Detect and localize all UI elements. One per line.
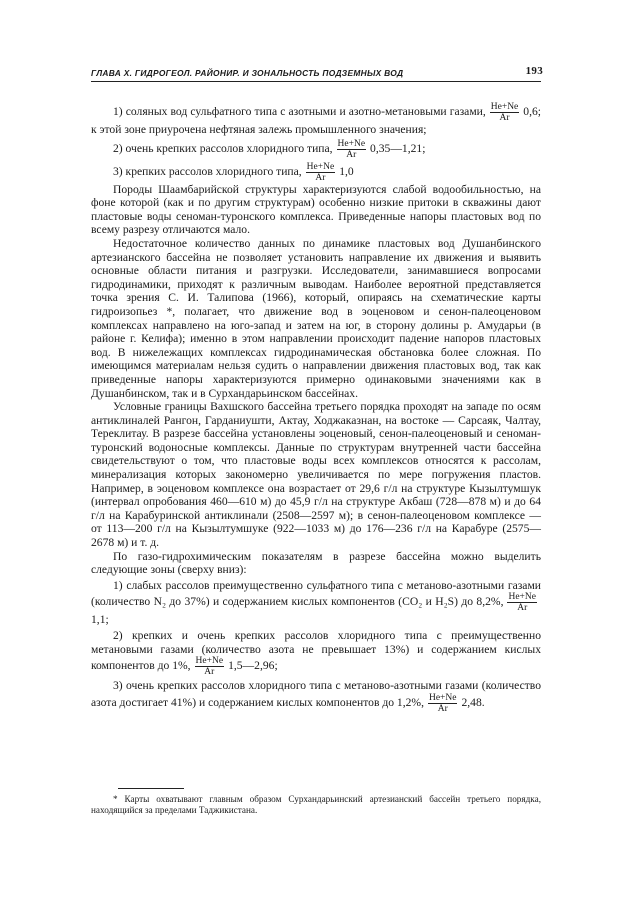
paragraph-2: Недостаточное количество данных по динамике пластовых вод Душанбинского артезианского бассейна не позволяет установить направление их движения и выявить основные области питания и разгрузки. Исследователи, занимавшиеся вопросами гидродинамики, приходят к различным выводам. Наиболее вероятной представляется точка зрения С. И. Талипова (1966), который, опираясь на схематические карты гидроизопьез *, полагает, что движение вод в эоценовом и сенон-палеоценовом комплексах направлено на юго-запад и затем на юг, в сторону долины р. Амударьи (в районе г. Келифа); именно в этом направлении происходит падение напоров пластовых вод. В нижележащих комплексах гидродинамическая обстановка более сложная. По имеющимся материалам нельзя судить о направлении движения пластовых вод, так как приведенные напоры характеризуются примерно одинаковыми значениями как в Душанбинском, так и в Сурхандарьинском бассейнах. <box>91 236 541 400</box>
page-number: 193 <box>525 65 543 77</box>
gas-ratio-fraction: $\frac{He+Ne}{Ar}$ <box>195 656 224 678</box>
gas-ratio-fraction: $\frac{He+Ne}{Ar}$ <box>306 161 335 183</box>
paragraph-4: По газо-гидрохимическим показателям в разрезе бассейна можно выделить следующие зоны (сверху вниз): <box>91 549 541 577</box>
zone-b2: 2) крепких и очень крепких рассолов хлоридного типа с преимущественно метановыми газами (количество азота не превышает 13%) и содержанием кислых компонентов до 1%, $\frac{He+Ne}{Ar}$ 1,5—2,96; <box>91 629 541 678</box>
zone-a3: 3) крепких рассолов хлоридного типа, $\frac{He+Ne}{Ar}$ 1,0 <box>113 161 354 183</box>
gas-ratio-fraction: $\frac{He+Ne}{Ar}$ <box>428 692 457 714</box>
gas-ratio-fraction: $\frac{He+Ne}{Ar}$ <box>490 102 519 123</box>
zone-a2: 2) очень крепких рассолов хлоридного типа, $\frac{He+Ne}{Ar}$ 0,35—1,21; <box>113 138 426 160</box>
gas-ratio-fraction: $\frac{He+Ne}{Ar}$ <box>337 138 366 160</box>
footnote: * Карты охватывают главным образом Сурхандарьинский артезианский бассейн третьего порядка, находящийся за пределами Таджикистана. <box>91 794 541 815</box>
zone-b1: 1) слабых рассолов преимущественно сульфатного типа с метаново-азотными газами (количество N₂ до 37%) и содержанием кислых компонентов (CO₂ и H₂S) до 8,2%, $\frac{He+Ne}{Ar}$ 1,1; <box>91 578 541 627</box>
footnote-divider <box>118 788 184 789</box>
main-text <box>91 102 541 714</box>
zone-a1: 1) соляных вод сульфатного типа с азотными и азотно-метановыми газами, $\frac{He+Ne}{Ar}$ 0,6; к этой зоне приурочена нефтяная залежь промышленного значения; <box>91 102 541 136</box>
running-header <box>91 65 543 82</box>
zone-b3: 3) очень крепких рассолов хлоридного типа с метаново-азотными газами (количество азота достигает 41%) и содержанием кислых компонентов до 1,2%, $\frac{He+Ne}{Ar}$ 2,48. <box>91 679 541 714</box>
paragraph-1: Породы Шаамбарийской структуры характеризуются слабой водообильностью, на фоне которой (как и по другим структурам) особенно низкие притоки в скважины дают пластовые воды сеноман-туронского комплекса. Приведенные напоры пластовых вод по всему разрезу отличаются мало. <box>91 182 541 237</box>
paragraph-3: Условные границы Вахшского бассейна третьего порядка проходят на западе по осям антиклиналей Рангон, Гарданиушти, Актау, Ходжаказнан, на востоке — Сарсаяк, Чалтау, Тереклитау. В разрезе бассейна установлены эоценовый, сенон-палеоценовый и сеноман-туронский водоносные комплексы. Данные по структурам внутренней части бассейна свидетельствуют о том, что пластовые воды всех комплексов относятся к рассолам, минерализация которых закономерно увеличивается по мере погружения пластов. Например, в эоценовом комплексе она возрастает от 29,6 г/л на структуре Кызылтумшук (интервал опробования 460—610 м) до 45,9 г/л на структуре Акбаш (728—878 м) и до 64 г/л на Карабуринской антиклинали (2508—2597 м); в сенон-палеоценовом комплексе — от 113—200 г/л на Кызылтумшуке (922—1033 м) до 176—236 г/л на Карабуре (2575—2678 м) и т. д. <box>91 400 541 550</box>
running-title: ГЛАВА X. ГИДРОГЕОЛ. РАЙОНИР. И ЗОНАЛЬНОСТЬ ПОДЗЕМНЫХ ВОД <box>91 68 404 78</box>
gas-ratio-fraction: $\frac{He+Ne}{Ar}$ <box>508 592 536 614</box>
